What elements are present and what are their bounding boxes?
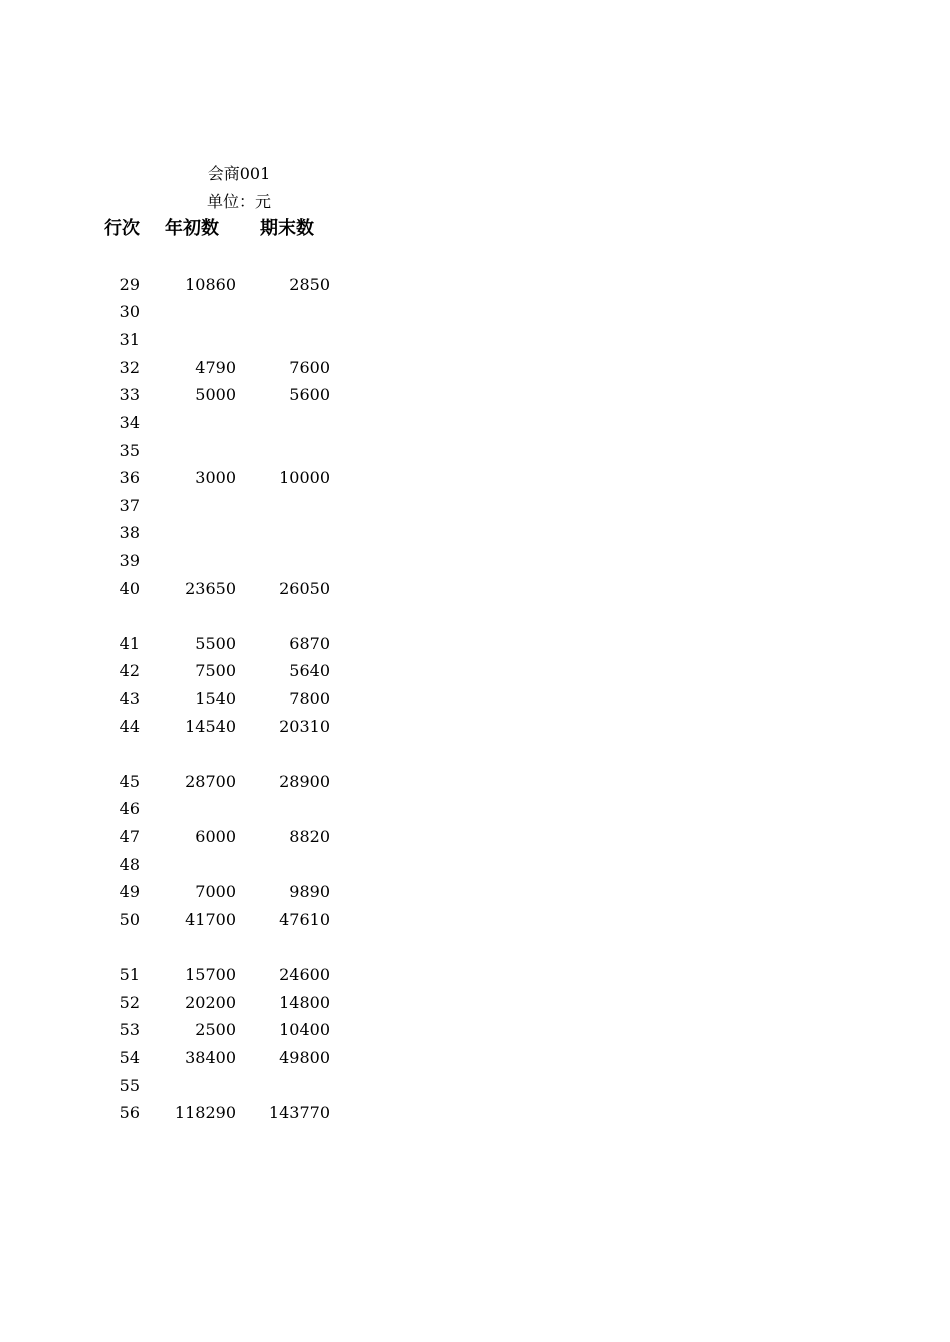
table-row xyxy=(0,798,340,820)
end-value: 6870 xyxy=(289,634,330,653)
table-row xyxy=(0,1075,340,1097)
end-value: 49800 xyxy=(279,1048,330,1067)
row-no: 53 xyxy=(119,1020,140,1039)
end-value: 7800 xyxy=(289,689,330,708)
row-no: 33 xyxy=(119,385,140,404)
end-value: 2850 xyxy=(289,275,330,294)
end-value: 143770 xyxy=(268,1103,330,1122)
row-no: 45 xyxy=(119,772,140,791)
row-no: 42 xyxy=(119,661,140,680)
table-row xyxy=(0,633,340,655)
table-row xyxy=(0,854,340,876)
end-value: 14800 xyxy=(279,993,330,1012)
row-no: 30 xyxy=(119,302,140,321)
start-value: 14540 xyxy=(185,717,236,736)
end-value: 20310 xyxy=(279,717,330,736)
start-value: 1540 xyxy=(195,689,236,708)
table-row xyxy=(0,964,340,986)
table-row xyxy=(0,495,340,517)
table-row xyxy=(0,301,340,323)
start-value: 7000 xyxy=(195,882,236,901)
start-value: 4790 xyxy=(195,358,236,377)
row-no: 51 xyxy=(119,965,140,984)
table-row xyxy=(0,716,340,738)
header-start-of-year: 年初数 xyxy=(165,218,219,239)
header-row-no: 行次 xyxy=(104,218,140,239)
row-no: 43 xyxy=(119,689,140,708)
table-row xyxy=(0,440,340,462)
start-value: 3000 xyxy=(195,468,236,487)
start-value: 23650 xyxy=(185,579,236,598)
row-no: 29 xyxy=(119,275,140,294)
start-value: 38400 xyxy=(185,1048,236,1067)
start-value: 28700 xyxy=(185,772,236,791)
end-value: 8820 xyxy=(289,827,330,846)
table-row xyxy=(0,467,340,489)
report-code: 会商001 xyxy=(207,164,271,183)
row-no: 38 xyxy=(119,523,140,542)
table-row xyxy=(0,522,340,544)
start-value: 5000 xyxy=(195,385,236,404)
end-value: 24600 xyxy=(279,965,330,984)
start-value: 2500 xyxy=(195,1020,236,1039)
row-no: 36 xyxy=(119,468,140,487)
end-value: 9890 xyxy=(289,882,330,901)
table-row xyxy=(0,1102,340,1124)
row-no: 37 xyxy=(119,496,140,515)
start-value: 10860 xyxy=(185,275,236,294)
start-value: 6000 xyxy=(195,827,236,846)
report-unit: 单位：元 xyxy=(206,192,271,211)
end-value: 5640 xyxy=(289,661,330,680)
start-value: 15700 xyxy=(185,965,236,984)
table-row xyxy=(0,578,340,600)
start-value: 41700 xyxy=(185,910,236,929)
table-row xyxy=(0,826,340,848)
end-value: 28900 xyxy=(279,772,330,791)
row-no: 32 xyxy=(119,358,140,377)
end-value: 10400 xyxy=(279,1020,330,1039)
row-no: 55 xyxy=(119,1076,140,1095)
end-value: 7600 xyxy=(289,358,330,377)
start-value: 20200 xyxy=(185,993,236,1012)
table-row xyxy=(0,909,340,931)
table-row xyxy=(0,329,340,351)
table-row xyxy=(0,550,340,572)
table-row xyxy=(0,660,340,682)
row-no: 39 xyxy=(119,551,140,570)
row-no: 54 xyxy=(119,1048,140,1067)
row-no: 56 xyxy=(119,1103,140,1122)
end-value: 5600 xyxy=(289,385,330,404)
row-no: 52 xyxy=(119,993,140,1012)
row-no: 47 xyxy=(119,827,140,846)
header-end-of-period: 期末数 xyxy=(260,218,314,239)
start-value: 7500 xyxy=(195,661,236,680)
row-no: 50 xyxy=(119,910,140,929)
table-row xyxy=(0,1047,340,1069)
table-row xyxy=(0,384,340,406)
row-no: 31 xyxy=(119,330,140,349)
row-no: 40 xyxy=(119,579,140,598)
row-no: 48 xyxy=(119,855,140,874)
table-row xyxy=(0,881,340,903)
table-row xyxy=(0,412,340,434)
table-row xyxy=(0,1019,340,1041)
table-row xyxy=(0,688,340,710)
end-value: 10000 xyxy=(279,468,330,487)
start-value: 118290 xyxy=(174,1103,236,1122)
row-no: 44 xyxy=(119,717,140,736)
end-value: 26050 xyxy=(279,579,330,598)
start-value: 5500 xyxy=(195,634,236,653)
row-no: 34 xyxy=(119,413,140,432)
row-no: 49 xyxy=(119,882,140,901)
row-no: 35 xyxy=(119,441,140,460)
table-row xyxy=(0,771,340,793)
table-header xyxy=(0,218,340,240)
row-no: 41 xyxy=(119,634,140,653)
table-row xyxy=(0,992,340,1014)
row-no: 46 xyxy=(119,799,140,818)
end-value: 47610 xyxy=(279,910,330,929)
table-row xyxy=(0,274,340,296)
table-row xyxy=(0,357,340,379)
